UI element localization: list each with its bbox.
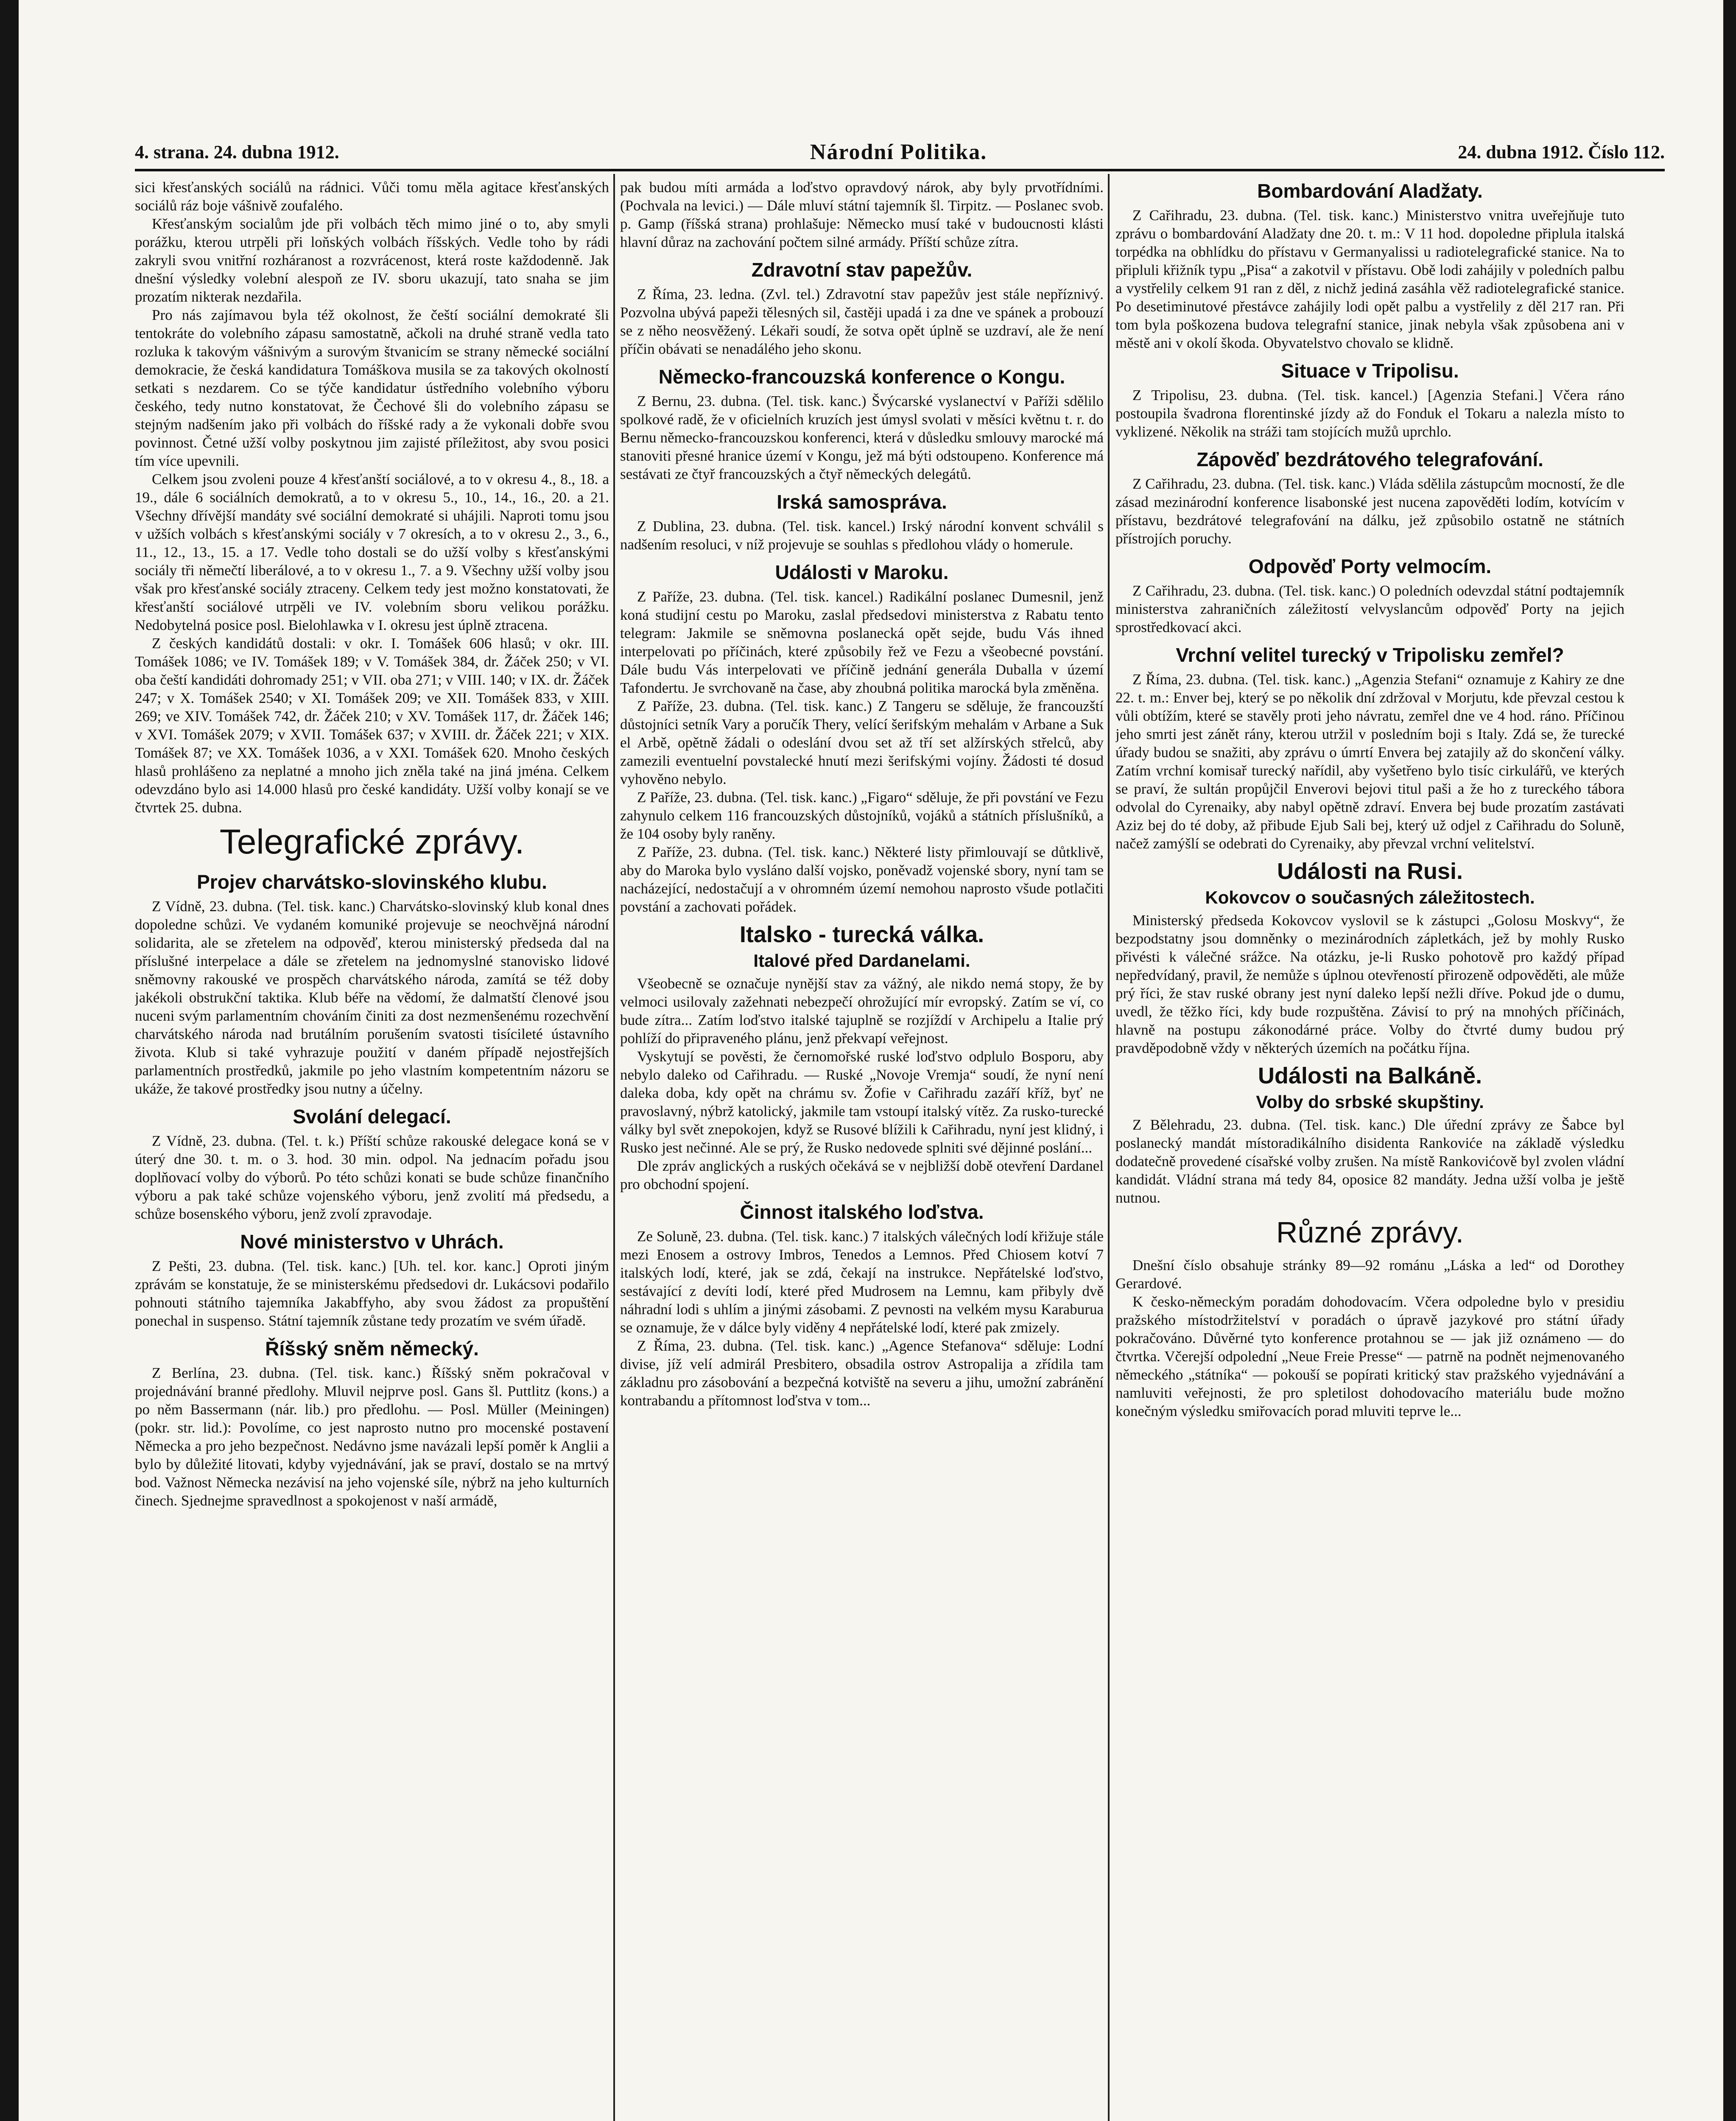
section-heading: Události na Rusi.	[1277, 859, 1463, 884]
article-paragraph: Z Paříže, 23. dubna. (Tel. tisk. kanc.) Některé listy přimlouvají se důtklivě, aby do Maroka bylo vysláno další vojsko, poněvadž vojenské sbory, nyní tam se nacházející, nedostačují a v ohromném území nemohou naprosto všude potlačiti povstání a zachovati pořádek.	[620, 844, 1104, 915]
section-heading: Telegrafické zprávy.	[219, 823, 525, 861]
scan-border-right	[1723, 0, 1736, 2121]
article-paragraph: Všeobecně se označuje nynější stav za vážný, ale nikdo nemá stopy, že by velmoci usilovaly zažehnati nebezpečí ohrožující mír evropský. Zatím se ví, co bude zítra... Zatím loďstvo italské tajuplně se rozjíždí v Archipelu a Italie prý pohlíží do připraveného plánu, jenž překvapí veřejnost.	[620, 975, 1104, 1047]
article-heading: Bombardování Aladžaty.	[1257, 180, 1483, 202]
column-rule	[613, 174, 615, 2121]
header-right: 24. dubna 1912. Číslo 112.	[1458, 141, 1665, 162]
article-paragraph: Vyskytují se pověsti, že černomořské ruské loďstvo odplulo Bosporu, aby nebylo daleko od Cařihradu. — Ruské „Novoje Vremja“ soudí, že nyní není daleka doba, kdy opět na chrámu sv. Žofie v Cařihradu zazáří kříž, byť ne pravoslavný, nýbrž katolický, jakmile tam vstoupí italský vítěz. Za rusko-turecké války byl svět znepokojen, když se Rusové blížili k Cařihradu, nyní jest klidný, i Rusko jest nečinné. Ale se prý, že Rusko nedovede splniti své dějinné poslání...	[620, 1048, 1104, 1156]
article-heading: Zdravotní stav papežův.	[751, 259, 973, 281]
article-paragraph: Z Cařihradu, 23. dubna. (Tel. tisk. kanc.) Vláda sdělila zástupcům mocností, že dle zásad mezinárodní konference lisabonské jest nucena zapověděti lodím, kotvícím v přístavu, bezdrátové telegrafování na dálku, jež způsobilo ostatně ne státních přístrojích poruchy.	[1115, 476, 1624, 547]
article-paragraph: Pro nás zajímavou byla též okolnost, že čeští sociální demokraté šli tentokráte do volebního zápasu samostatně, ačkoli na druhé straně vedla tato rozluka k takovým vášnivým a surovým štvanicím se strany německé sociální demokracie, že česká kandidatura Tomáškova musila se za takových okolností setkati s nezdarem. Co se týče kandidatur ústředního volebního výboru českého, tedy nutno konstatovat, že Čechové šli do volebního zápasu se stejným nadšením jako při volbách do říšské rady a že vykonali dobře svou povinnost. Četné užší volby poskytnou jim zajisté příležitost, aby svou posici tím více upevnili.	[135, 307, 609, 469]
article-paragraph: Z Bernu, 23. dubna. (Tel. tisk. kanc.) Švýcarské vyslanectví v Paříži sdělilo spolkové radě, že v oficielních kruzích jest úmysl svolati v měsíci květnu t. r. do Bernu německo-francouzskou konferenci, která v důsledku smlouvy marocké má stanoviti přesné hranice území v Kongu, jež má býti odstoupeno. Konference má sestávati ze čtyř francouzských a čtyř německých delegátů.	[620, 393, 1104, 482]
article-heading: Činnost italského loďstva.	[740, 1201, 984, 1223]
section-heading: Události na Balkáně.	[1258, 1063, 1482, 1088]
article-paragraph: Z Říma, 23. dubna. (Tel. tisk. kanc.) „Agence Stefanova“ sděluje: Lodní divise, jíž velí admirál Presbitero, obsadila ostrov Astropalija a zřídila tam základnu pro zásobování a bezpečná kotviště na severu a jihu, umožní zabránění kontrabandu a přítomnost loďstva v tom...	[620, 1338, 1104, 1409]
article-paragraph: Dle zpráv anglických a ruských očekává se v nejbližší době otevření Dardanel pro obchodní spojení.	[620, 1158, 1104, 1192]
column-rule	[1108, 174, 1110, 2121]
article-paragraph: K česko-německým poradám dohodovacím. Včera odpoledne bylo v presidiu pražského místodržitelství v poradách o úpravě jazykové pro státní úřady pokračováno. Důvěrné tyto konference protahnou se — jak již oznámeno — do čtvrtka. Včerejší odpolední „Neue Freie Presse“ — patrně na podnět nejmenovaného německého „státníka“ — pokouší se popírati kritický stav pražského vyjednávání a namluviti veřejnosti, že pro spletilost dohodovacího materiálu bude možno konečným výsledku smiřovacích porad mluviti teprve le...	[1115, 1293, 1624, 1419]
article-paragraph: Z Cařihradu, 23. dubna. (Tel. tisk. kanc.) Ministerstvo vnitra uveřejňuje tuto zprávu o bombardování Aladžaty dne 20. t. m.: V 11 hod. dopoledne připlula italská torpédka na obhlídku do přístavu v Germanyalissi u radiotelegrafické stanice. Na to připluli křižník typu „Pisa“ a zakotvil v přístavu. Obě lodi zahájily v poledních palbu a vystřelily celkem 91 ran z děl, z nichž jediná zasáhla věž radiotelegrafické stanice. Po desetiminutové přestávce zahájily lodi opět palbu a vystřelily z děl 217 ran. Při tom byla poškozena budova telegrafní stanice, jinak nebyla však způsobena ani v městě ani v okolí škoda. Obyvatelstvo chovalo se klidně.	[1115, 207, 1624, 351]
article-paragraph: Celkem jsou zvoleni pouze 4 křesťanští sociálové, a to v okresu 4., 8., 18. a 19., dále 6 sociálních demokratů, a to v okresu 5., 10., 14., 16., 20. a 21. Všechny dřívější mandáty své sociální demokraté si uhájili. Naproti tomu jsou v užších volbách s křesťanskými sociály v 7 okresích, a to v okresu 2., 3., 6., 11., 12., 13., 15. a 17. Vedle toho dostali se do užší volby s křesťanskými sociály tři němečtí liberálové, a to v okresu 1., 7. a 9. Všechny užší volby jsou však pro křesťanské sociály ztraceny. Celkem tedy jest možno konstatovati, že křesťanští sociálové utrpěli ve IV. volebním sboru velikou porážku. Nedobytelná posice posl. Bielohlawka v I. okresu jest úplně ztracena.	[135, 471, 609, 633]
article-paragraph: Z Pešti, 23. dubna. (Tel. tisk. kanc.) [Uh. tel. kor. kanc.] Oproti jiným zprávám se konstatuje, že se ministerskému předsedovi dr. Lukácsovi podařilo pohnouti státního tajemníka Jakabffyho, aby svou žádost za propuštění ponechal in suspenso. Státní tajemník zůstane tedy prozatím ve svém úřadě.	[135, 1258, 609, 1329]
article-heading: Svolání delegací.	[293, 1105, 451, 1128]
article-heading: Situace v Tripolisu.	[1281, 360, 1459, 382]
article-paragraph: Z Dublina, 23. dubna. (Tel. tisk. kancel.) Irský národní konvent schválil s nadšením resoluci, v níž projevuje se souhlas s předlohou vlády o homerule.	[620, 518, 1104, 553]
article-paragraph: pak budou míti armáda a loďstvo opravdový nárok, aby byly prvotřídními. (Pochvala na levici.) — Dále mluví státní tajemník šl. Tirpitz. — Poslanec svob. p. Gamp (říšská strana) prohlašuje: Německo musí také v budoucnosti klásti hlavní důraz na zachování počtem silné armády. Příští schůze zítra.	[620, 179, 1104, 250]
article-heading: Říšský sněm německý.	[265, 1338, 479, 1360]
column-3	[1115, 178, 1624, 2121]
article-paragraph: Z Vídně, 23. dubna. (Tel. tisk. kanc.) Charvátsko-slovinský klub konal dnes dopoledne schůzi. Ve vydaném komuniké projevuje se neochvějná národní solidarita, ale se zřetelem na odpověď, kterou ministerský předseda dal na příslušné interpelace a dále se zřetelem na jednomyslné stanovisko lidové sněmovny rakouské ve prospěch charvátského národa, zamítá se též doby jakékoli obstrukční taktika. Klub béře na vědomí, že dalmatští členové jsou nuceni svým parlamentním chováním činiti za dost nezmenšenému rozechvění charvátského národa nad brutálním porušením svatosti tisícileté ústavního života. Klub si také vyhrazuje použití v daném případě nejostřejších parlamentních prostředků, jakmile po jeho vlastním kompetentním názoru se ukáže, že takové prostředky jsou nutny a účelny.	[135, 898, 609, 1097]
article-heading: Události v Maroku.	[775, 561, 949, 583]
header-left: 4. strana. 24. dubna 1912.	[135, 141, 339, 162]
article-paragraph: Z Tripolisu, 23. dubna. (Tel. tisk. kancel.) [Agenzia Stefani.] Včera ráno postoupila švadrona florentinské jízdy až do Fonduk el Tokaru a nalezla místo to vyklizené. Několik na stráži tam stojících mužů uprchlo.	[1115, 387, 1624, 440]
article-paragraph: Ministerský předseda Kokovcov vyslovil se k zástupci „Golosu Moskvy“, že bezpodstatny jsou domněnky o mezinárodních zápletkách, jež by mohly Rusko přivésti k válečné srážce. Na otázku, je-li Rusko pohotově pro každý případ nepředvídaný, pravil, že nemůže s úplnou otevřeností přirozeně odpověděti, ale může prý říci, že stav ruské obrany jest nyní daleko lepší nežli dříve. Pokud jde o dumu, uvedl, že těžko říci, kdy bude rozpuštěna. Závisí to prý na mnohých příčinách, hlavně na postupu zákonodárné práce. Volby do čtvrté dumy budou prý pravděpodobně vždy v některých územích na počátku října.	[1115, 912, 1624, 1056]
column-2	[620, 178, 1104, 2121]
article-paragraph: Z Vídně, 23. dubna. (Tel. t. k.) Příští schůze rakouské delegace koná se v úterý dne 30. t. m. o 3. hod. 30 min. odpol. Na jednacím pořadu jsou doplňovací volby do výborů. Po této schůzi konati se bude schůze finančního výboru a pak také schůze vojenského výboru, jenž zvolití má předsedu, a schůze bosenského výboru, jenž zvolí zpravodaje.	[135, 1133, 609, 1222]
article-paragraph: Z Paříže, 23. dubna. (Tel. tisk. kanc.) „Figaro“ sděluje, že při povstání ve Fezu zahynulo celkem 116 francouzských důstojníků, vojáků a státních příslušníků, a že 104 osoby byly raněny.	[620, 789, 1104, 842]
article-heading: Vrchní velitel turecký v Tripolisku zemřel?	[1176, 644, 1564, 666]
article-heading: Kokovcov o současných záležitostech.	[1205, 887, 1535, 907]
article-heading: Nové ministerstvo v Uhrách.	[240, 1231, 504, 1253]
article-paragraph: Z českých kandidátů dostali: v okr. I. Tomášek 606 hlasů; v okr. III. Tomášek 1086; ve IV. Tomášek 189; v V. Tomášek 384, dr. Žáček 250; v VI. oba čeští kandidáti dohromady 251; v VII. oba 271; v VIII. 140; v IX. dr. Žáček 247; v X. Tomášek 2540; v XI. Tomášek 209; ve XII. Tomášek 833, v XIII. 269; ve XIV. Tomášek 742, dr. Žáček 210; v XV. Tomášek 117, dr. Žáček 146; v XVI. Tomášek 2079; v XVII. Tomášek 637; v XVIII. dr. Žáček 221; v XIX. Tomášek 87; ve XX. Tomášek 1036, a v XXI. Tomášek 620. Mnoho českých hlasů prohlášeno za neplatné a mnoho jich zněla také na jiná jména. Celkem odevzdáno bylo asi 14.000 hlasů pro české kandidáty. Užší volby konají se ve čtvrtek 25. dubna.	[135, 635, 609, 816]
article-heading: Německo-francouzská konference o Kongu.	[658, 366, 1065, 388]
article-paragraph: Z Berlína, 23. dubna. (Tel. tisk. kanc.) Říšský sněm pokračoval v projednávání branné předlohy. Mluvil nejprve posl. Gans šl. Puttlitz (kons.) a po něm Bassermann (nár. lib.) pro předlohu. — Posl. Müller (Meiningen) (pokr. str. lid.): Povolíme, co jest naprosto nutno pro mocenské postavení Německa a pro jeho bezpečnost. Nedávno jsme navázali lepší poměr k Anglii a bylo by důležité litovati, kdyby vyjednávání, jak se praví, dostalo se na mrtvý bod. Važnost Německa nezávisí na jeho vojenské síle, nýbrž na jeho kulturních činech. Sjednejme spravedlnost a spokojenost v naší armádě,	[135, 1365, 609, 1509]
article-heading: Projev charvátsko-slovinského klubu.	[197, 871, 547, 893]
article-heading: Zápověď bezdrátového telegrafování.	[1196, 448, 1543, 470]
article-paragraph: Z Cařihradu, 23. dubna. (Tel. tisk. kanc.) O poledních odevzdal státní podtajemník ministerstva zahraničních záležitostí velvyslancům odpověď Porty na jejich sprostředkovací akci.	[1115, 582, 1624, 635]
article-paragraph: Z Bělehradu, 23. dubna. (Tel. tisk. kanc.) Dle úřední zprávy ze Šabce byl poslanecký mandát místoradikálního disidenta Rankoviće na základě výsledku dodatečně provedené císařské volby zrušen. Na místě Rankovićově byl zvolen vládní kandidát. Vládní strana má tedy 84, oposice 82 mandáty. Jedna užší volba je ještě nutnou.	[1115, 1116, 1624, 1206]
masthead-title: Národní Politika.	[810, 140, 987, 164]
article-paragraph: Z Paříže, 23. dubna. (Tel. tisk. kanc.) Z Tangeru se sděluje, že francouzští důstojníci setník Vary a poručík Thery, velící šerifským mehalám v Arbane a Suk el Arbě, opětně žádali o odeslání dvou set až tří set alžírských střelců, aby zamezili eventuelní povstalecké hnutí mezi šerifskými vojíny. Žádosti té dosud vyhověno nebylo.	[620, 698, 1104, 787]
section-heading: Italsko - turecká válka.	[739, 922, 984, 947]
article-paragraph: sici křesťanských sociálů na rádnici. Vůči tomu měla agitace křesťanských sociálů ráz boje vášnivě zoufalého.	[135, 179, 609, 214]
scan-border-left	[0, 0, 19, 2121]
column-1	[135, 178, 609, 2121]
article-paragraph: Dnešní číslo obsahuje stránky 89—92 románu „Láska a led“ od Dorothey Gerardové.	[1115, 1257, 1624, 1292]
section-heading: Různé zprávy.	[1276, 1216, 1464, 1249]
article-paragraph: Křesťanským socialům jde při volbách těch mimo jiné o to, aby smyli porážku, kterou utrpěli při loňských volbách říšských. Vedle toho by rádi zakryli svou vnitřní rozháranost a rozvrácenost, která roste každodenně. Jak dnešní výsledky volební alespoň ze IV. sboru ukazují, tato snaha se jim prozatím nikterak nezdařila.	[135, 215, 609, 305]
article-heading: Odpověď Porty velmocím.	[1248, 555, 1492, 577]
article-heading: Italové před Dardanelami.	[753, 951, 970, 971]
article-paragraph: Z Říma, 23. ledna. (Zvl. tel.) Zdravotní stav papežův jest stále nepříznivý. Pozvolna ubývá papeži tělesných sil, častěji upadá i za dne ve spánek a probouzí se z něho neosvěžený. Lékaři soudí, že sotva opět úplně se uzdraví, ale že není příčin obávati se nenadálého jeho skonu.	[620, 286, 1104, 357]
article-paragraph: Z Paříže, 23. dubna. (Tel. tisk. kancel.) Radikální poslanec Dumesnil, jenž koná studijní cestu po Maroku, zaslal předsedovi ministerstva z Rabatu tento telegram: Jakmile se sněmovna poslanecká opět sejde, budu Vás ihned interpelovati po příčinách, které způsobily řež ve Fezu a všeobecné povstání. Dále budu Vás interpelovati ve příčině jednání generála Duballa v území Tafondertu. Je svrchovaně na čase, aby zhoubná politika marocká byla změněna.	[620, 588, 1104, 696]
page-header	[135, 135, 1665, 171]
article-paragraph: Z Říma, 23. dubna. (Tel. tisk. kanc.) „Agenzia Stefani“ oznamuje z Kahiry ze dne 22. t. m.: Enver bej, který se po několik dní zdržoval v Morjutu, kde převzal cestou k vůli obtížím, které se stavěly proti jeho návratu, zemřel dne ve 4 hod. ráno. Příčinou jeho smrti jest zánět rány, kterou utržil v posledním boji s Italy. Zdá se, že turecké úřady budou se snažiti, aby zprávu o úmrtí Envera bej zatajily až do skončení války. Zatím vrchní komisař turecký nařídil, aby vyšetřeno bylo tisíc cirkulářů, ve kterých se praví, že sultán propůjčil Enverovi bejovi titul paši a že ho z tureckého tábora odvolal do Cyrenaiky, aby nabyl opětně zdraví. Envera bej bude prozatím zastávati Aziz bej do té doby, až přibude Ejub Sali bej, který už odjel z Cařihradu do Soluně, načež zamýšlí se odebrati do Cyrenaiky, aby převzal vrchní velitelství.	[1115, 671, 1624, 852]
article-heading: Volby do srbské skupštiny.	[1256, 1092, 1484, 1112]
article-heading: Irská samospráva.	[777, 491, 947, 513]
article-paragraph: Ze Soluně, 23. dubna. (Tel. tisk. kanc.) 7 italských válečných lodí křižuje stále mezi Enosem a ostrovy Imbros, Tenedos a Lemnos. Před Chiosem kotví 7 italských lodí, které, jak se zdá, čekají na instrukce. Nepřátelské loďstvo, sestávající z devíti lodí, které před Mudrosem na Lemnu, kam přibyly dvě náhradní lodi s uhlím a jinými zásobami. Z pevnosti na velkém mysu Karaburua se oznamuje, že v dálce byly viděny 4 nepřátelské lodí, které pak zmizely.	[620, 1228, 1104, 1336]
